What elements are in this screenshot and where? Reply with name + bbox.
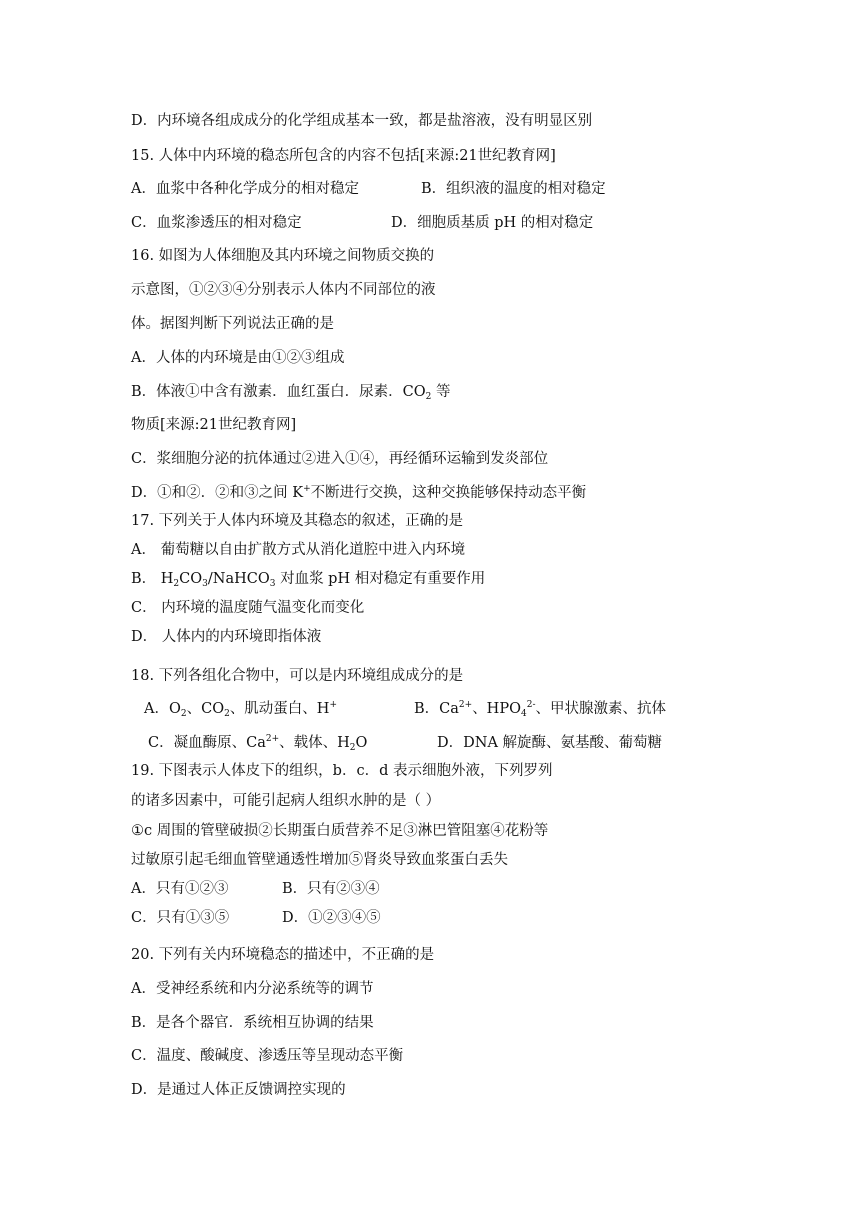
q16-option-b: B．体液①中含有激素．血红蛋白．尿素．$CO_2$ 等	[131, 384, 451, 402]
q16-stem-line-3: 体。据图判断下列说法正确的是	[131, 316, 334, 332]
q15-option-b: B．组织液的温度的相对稳定	[421, 181, 606, 197]
q16-option-b-continued: 物质[来源:21世纪教育网]	[131, 417, 297, 433]
q16-stem-line-1: 16. 如图为人体细胞及其内环境之间物质交换的	[131, 248, 435, 264]
q16-option-a: A．人体的内环境是由①②③组成	[131, 350, 345, 366]
q19-stem-line-2: 的诸多因素中，可能引起病人组织水肿的是（ ）	[131, 793, 441, 809]
q15-stem: 15. 人体中内环境的稳态所包含的内容不包括[来源:21世纪教育网]	[131, 148, 556, 164]
q18-option-a: A．$O_2$、$CO_2$、肌动蛋白、H+	[144, 700, 338, 719]
q17-option-b: B． $H_2CO_3/NaHCO_3$ 对血浆 pH 相对稳定有重要作用	[131, 571, 486, 589]
q19-stem-line-1: 19. 下图表示人体皮下的组织，b．c．d 表示细胞外液，下列罗列	[131, 763, 553, 779]
q19-option-b: B．只有②③④	[282, 881, 380, 897]
q17-option-d: D． 人体内的内环境即指体液	[131, 629, 322, 645]
q17-stem: 17. 下列关于人体内环境及其稳态的叙述，正确的是	[131, 513, 464, 529]
q16-option-d: D．①和②．②和③之间 K+不断进行交换，这种交换能够保持动态平衡	[131, 484, 587, 501]
q15-option-d: D．细胞质基质 pH 的相对稳定	[391, 215, 594, 231]
q17-option-a: A． 葡萄糖以自由扩散方式从消化道腔中进入内环境	[131, 542, 466, 558]
q15-option-c: C．血浆渗透压的相对稳定	[131, 215, 302, 231]
q14-option-d: D．内环境各组成成分的化学组成基本一致，都是盐溶液，没有明显区别	[131, 113, 593, 129]
q15-option-a: A．血浆中各种化学成分的相对稳定	[131, 181, 359, 197]
q16-option-c: C．浆细胞分泌的抗体通过②进入①④，再经循环运输到发炎部位	[131, 451, 549, 467]
q20-option-c: C．温度、酸碱度、渗透压等呈现动态平衡	[131, 1048, 404, 1064]
q20-option-b: B．是各个器官．系统相互协调的结果	[131, 1015, 374, 1031]
q19-stem-line-3: ①c 周围的管壁破损②长期蛋白质营养不足③淋巴管阻塞④花粉等	[131, 823, 549, 839]
q18-option-b: B．$Ca^{2+}$、$HPO_4^{2-}$、甲状腺激素、抗体	[414, 700, 666, 719]
q19-option-a: A．只有①②③	[131, 881, 229, 897]
q16-stem-line-2: 示意图，①②③④分别表示人体内不同部位的液	[131, 282, 436, 298]
q18-option-d: D．DNA 解旋酶、氨基酸、葡萄糖	[437, 735, 663, 751]
q20-option-d: D．是通过人体正反馈调控实现的	[131, 1082, 346, 1098]
q20-stem: 20. 下列有关内环境稳态的描述中，不正确的是	[131, 947, 435, 963]
q20-option-a: A．受神经系统和内分泌系统等的调节	[131, 981, 374, 997]
q18-stem: 18. 下列各组化合物中，可以是内环境组成成分的是	[131, 668, 464, 684]
q19-stem-line-4: 过敏原引起毛细血管壁通透性增加⑤肾炎导致血浆蛋白丢失	[131, 852, 508, 868]
q19-option-d: D．①②③④⑤	[282, 910, 381, 926]
q18-option-c: C．凝血酶原、$Ca^{2+}$、载体、$H_2O$	[148, 734, 368, 753]
q19-option-c: C．只有①③⑤	[131, 910, 230, 926]
q17-option-c: C． 内环境的温度随气温变化而变化	[131, 600, 365, 616]
